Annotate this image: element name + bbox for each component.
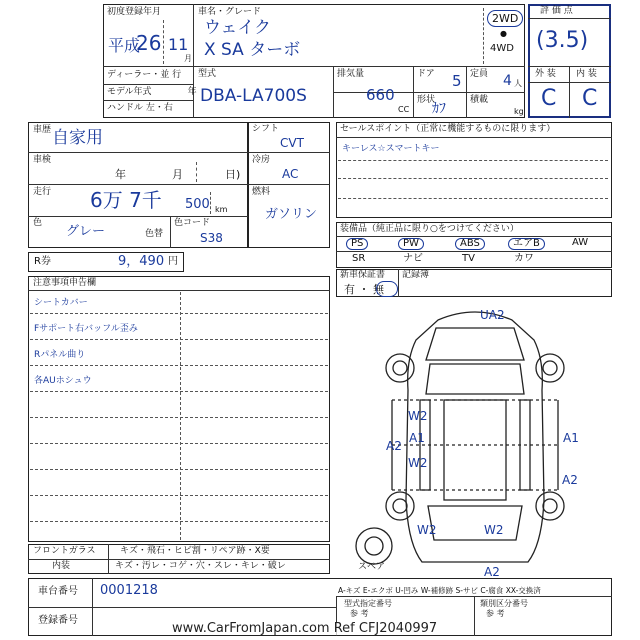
color-change-label: 色替 <box>145 229 164 239</box>
mark-a2-right: A2 <box>562 473 578 487</box>
spare-label: スペア <box>358 562 386 572</box>
mark-a1-left: A1 <box>409 431 425 445</box>
reg-era: 平成 <box>108 36 141 55</box>
ac-label: 冷房 <box>252 155 271 165</box>
mark-a2-left: A2 <box>386 439 402 453</box>
legend: A-キズ E-エクボ U-凹み W-補修跡 S-サビ C-腐食 XX-交換済 <box>338 586 541 595</box>
drive-2wd: 2WD <box>487 10 523 27</box>
grade-score: (3.5) <box>536 28 589 53</box>
mileage-unit: km <box>215 205 228 214</box>
inspection-year: 年 <box>115 168 126 181</box>
equip-ps: PS <box>346 238 368 250</box>
mark-w2-left: W2 <box>408 409 428 423</box>
color-label: 色 <box>33 218 43 228</box>
equip-airbag: エアB <box>508 238 545 250</box>
int-value: C <box>582 86 598 111</box>
interior-label: 内装 <box>52 561 71 571</box>
drive-4wd: 4WD <box>490 43 514 54</box>
equip-abs: ABS <box>455 238 485 250</box>
model-year-label: モデル年式 年 <box>107 87 197 97</box>
equip-tv: TV <box>462 253 475 264</box>
load-unit: kg <box>514 107 524 116</box>
door-label: ドア <box>417 69 435 79</box>
type-label: 型式 <box>198 69 217 79</box>
front-glass-label: フロントガラス <box>33 546 96 556</box>
dealer-label: ディーラー・並 行 <box>107 70 182 80</box>
r-unit: 円 <box>168 256 178 267</box>
notes-box <box>28 276 330 542</box>
color-code-label: 色コード <box>174 218 211 228</box>
load-label: 積載 <box>470 95 489 105</box>
shift-value: CVT <box>280 136 304 150</box>
usage-value: 自家用 <box>52 128 103 148</box>
warranty-label: 新車保証書 <box>340 270 386 280</box>
cap-unit: 人 <box>514 79 522 88</box>
color-value: グレー <box>66 224 106 239</box>
equipment-label: 装備品（純正品に限り○をつけてください） <box>340 224 519 234</box>
grade-label: 評 価 点 <box>540 6 573 16</box>
front-glass-value: キズ・飛石・ヒビ割・リペア跡・X要 <box>120 546 270 556</box>
inspection-label: 車検 <box>33 155 52 165</box>
drive-dot: ● <box>500 29 507 38</box>
mark-a2-rear: A2 <box>484 565 500 579</box>
mileage-extra: 500 <box>185 197 210 212</box>
disp-value: 660 <box>366 86 395 104</box>
equip-pw: PW <box>398 238 424 250</box>
sales-item-1: キーレス☆スマートキー <box>342 144 440 154</box>
shift-label: シフト <box>252 124 280 134</box>
mark-w2-rear: W2 <box>484 523 504 537</box>
model-name: ウェイク <box>204 18 271 38</box>
mark-ua2: UA2 <box>480 308 505 322</box>
model-code-label: 型式指定番号 <box>344 599 392 608</box>
frame-label: 車台番号 <box>38 586 78 597</box>
interior-value: キズ・汚レ・コゲ・穴・スレ・キレ・破レ <box>115 561 286 571</box>
disp-label: 排気量 <box>337 69 365 79</box>
equip-navi: ナビ <box>403 253 423 264</box>
watermark: www.CarFromJapan.com Ref CFJ2040997 <box>172 621 438 636</box>
mark-w2-left-lower: W2 <box>408 456 428 470</box>
note-item-3: Rパネル曲り <box>34 350 86 360</box>
reg-label: 初度登録年月 <box>107 7 162 17</box>
class-code-ref: 参 考 <box>486 609 505 618</box>
int-label: 内 装 <box>576 69 597 79</box>
fuel-label: 燃料 <box>252 187 271 197</box>
class-code-label: 類別区分番号 <box>480 599 528 608</box>
handle-label: ハンドル 左・右 <box>107 103 173 113</box>
reg-year: 26 <box>136 31 162 55</box>
mark-w2-rear-left: W2 <box>417 523 437 537</box>
model-grade: X SA ターボ <box>204 40 301 60</box>
notes-label: 注意事項申告欄 <box>33 278 97 288</box>
inspection-day: 日) <box>225 168 241 181</box>
note-item-4: 各AUホシュウ <box>34 376 92 386</box>
equip-leather: カワ <box>514 253 534 264</box>
fuel-value: ガソリン <box>265 207 318 222</box>
disp-unit: CC <box>398 105 410 114</box>
mileage-label: 走行 <box>33 187 52 197</box>
cap-label: 定員 <box>470 69 489 79</box>
mark-a1-right: A1 <box>563 431 579 445</box>
ext-label: 外 装 <box>535 69 556 79</box>
door-value: 5 <box>452 72 462 90</box>
type-value: DBA-LA700S <box>200 86 307 106</box>
sales-label: セールスポイント（正常に機能するものに限ります） <box>340 124 556 134</box>
warranty-circle <box>376 281 398 297</box>
frame-value: 0001218 <box>100 583 158 598</box>
shape-label: 形状 <box>417 95 436 105</box>
note-item-1: シートカバー <box>34 298 88 308</box>
mileage-value: 6万 7千 <box>90 188 162 212</box>
r-value: 9，490 <box>118 254 165 269</box>
reg-number-label: 登録番号 <box>38 615 78 626</box>
model-code-ref: 参 考 <box>350 609 369 618</box>
note-item-2: Fサポート右バッフル歪み <box>34 324 138 334</box>
color-code-value: S38 <box>200 231 223 245</box>
cap-value: 4 <box>503 73 512 89</box>
record-label: 記録簿 <box>402 270 430 280</box>
equip-sr: SR <box>352 253 366 264</box>
reg-month-unit: 月 <box>184 54 192 63</box>
reg-month: 11 <box>168 35 189 54</box>
ext-value: C <box>541 86 557 111</box>
equip-aw: AW <box>572 237 589 248</box>
usage-label: 車歴 <box>33 125 52 135</box>
r-label: R券 <box>34 256 51 267</box>
model-label: 車名・グレード <box>198 7 262 17</box>
ac-value: AC <box>282 167 299 181</box>
inspection-month: 月 <box>172 168 183 181</box>
warranty-value: 有 ・ 無 <box>344 283 384 296</box>
shape-value: ｶﾌ <box>432 101 446 117</box>
